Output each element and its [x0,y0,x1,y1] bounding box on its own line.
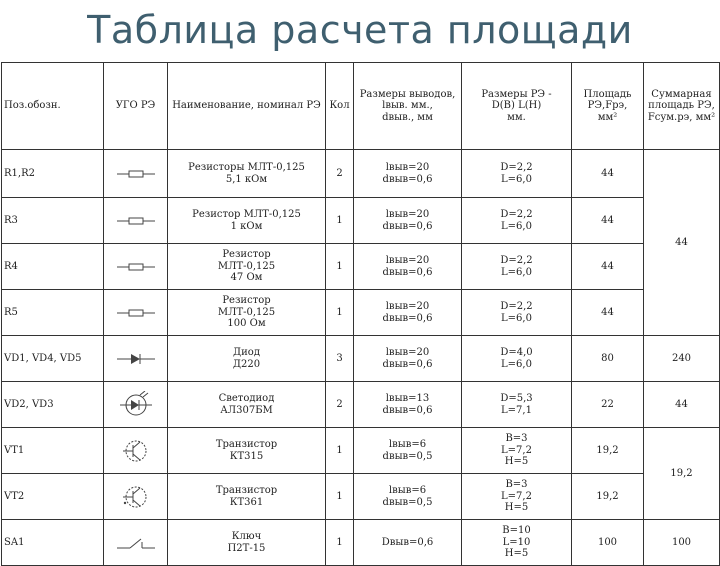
cell-symbol [104,336,168,382]
name-line: КТ315 [229,450,264,462]
dims-line: L=6,0 [501,312,532,324]
name-line: Резистор [222,295,271,307]
cell-lead-dimensions [354,336,462,382]
cell-quantity: 1 [326,290,354,336]
dims-line: D=2,2 [500,301,533,312]
diode-icon [106,352,165,366]
cell-name [168,290,326,336]
header-lead-line: dвыв., мм [382,111,433,123]
cell-lead-dimensions [354,382,462,428]
cell-name [168,244,326,290]
cell-area: 100 [572,520,644,566]
cell-symbol [104,150,168,198]
cell-total-area: 100 [644,520,720,566]
name-line: АЛ307БМ [220,404,273,416]
table-row [2,244,720,290]
dims-line: B=3 [505,479,528,491]
cell-symbol [104,290,168,336]
cell-position: R5 [2,290,104,336]
cell-element-dimensions [462,198,572,244]
header-area-line: Площадь [583,88,632,100]
name-line: Светодиод [218,393,275,404]
header-area-line: РЭ,Fрэ, [587,100,628,112]
lead-line: dвыв=0,6 [382,173,433,185]
cell-area: 19,2 [572,428,644,474]
header-lead-line: lвыв. мм., [382,100,433,112]
cell-position: VT1 [2,428,104,474]
name-line: 100 Ом [227,318,266,330]
cell-element-dimensions [462,290,572,336]
table-row [2,428,720,474]
cell-element-dimensions [462,150,572,198]
dims-line: L=6,0 [501,358,532,370]
name-line: МЛТ-0,125 [217,260,276,272]
name-line: КТ361 [229,496,264,508]
name-line: Д220 [232,358,261,370]
resistor-icon [106,215,165,227]
cell-lead-dimensions [354,198,462,244]
cell-quantity: 1 [326,474,354,520]
resistor-icon [106,168,165,180]
dims-line: D=4,0 [500,347,533,358]
header-name: Наименование, номинал РЭ [168,63,326,150]
cell-symbol [104,520,168,566]
cell-element-dimensions [462,520,572,566]
lead-line: dвыв=0,6 [382,312,433,324]
cell-symbol [104,382,168,428]
lead-line: Dвыв=0,6 [381,536,434,548]
dims-line: L=7,1 [501,404,532,416]
lead-line: dвыв=0,5 [382,496,433,508]
dims-line: B=3 [505,433,528,445]
cell-quantity: 1 [326,244,354,290]
header-quantity: Кол [326,63,354,150]
cell-quantity: 1 [326,520,354,566]
cell-name [168,382,326,428]
cell-quantity: 2 [326,150,354,198]
cell-position: R3 [2,198,104,244]
cell-symbol [104,198,168,244]
cell-position: R1,R2 [2,150,104,198]
area-calculation-table [1,62,720,566]
cell-name [168,428,326,474]
transistor-pnp-icon [106,483,165,511]
lead-line: dвыв=0,5 [382,450,433,462]
lead-line: lвыв=6 [388,485,427,496]
transistor-npn-icon [106,437,165,465]
cell-element-dimensions [462,428,572,474]
cell-area: 44 [572,244,644,290]
table-row [2,474,720,520]
table-header-row [2,63,720,150]
cell-position: VD2, VD3 [2,382,104,428]
cell-lead-dimensions [354,428,462,474]
lead-line: lвыв=6 [388,439,427,450]
table-row [2,382,720,428]
dims-line: H=5 [504,502,529,514]
cell-area: 44 [572,290,644,336]
dims-line: L=7,2 [501,444,532,456]
header-lead-dimensions [354,63,462,150]
lead-line: lвыв=20 [385,209,430,220]
header-area [572,63,644,150]
cell-area: 19,2 [572,474,644,520]
table-row [2,520,720,566]
cell-quantity: 3 [326,336,354,382]
dims-line: L=6,0 [501,220,532,232]
dims-line: L=7,2 [501,490,532,502]
cell-name [168,474,326,520]
cell-lead-dimensions [354,244,462,290]
cell-area: 80 [572,336,644,382]
dims-line: B=10 [502,525,531,537]
cell-element-dimensions [462,244,572,290]
header-position: Поз.обозн. [2,63,104,150]
name-line: Резистор [222,249,271,261]
name-line: 1 кОм [230,220,263,232]
cell-lead-dimensions [354,520,462,566]
cell-quantity: 2 [326,382,354,428]
header-total-area [644,63,720,150]
lead-line: lвыв=20 [385,255,430,266]
dims-line: D=2,2 [500,162,533,173]
header-symbol: УГО РЭ [104,63,168,150]
name-line: Диод [233,347,260,358]
header-element-dimensions [462,63,572,150]
lead-line: lвыв=13 [385,393,430,404]
lead-line: dвыв=0,6 [382,358,433,370]
cell-total-area: 44 [644,150,720,336]
lead-line: lвыв=20 [385,347,430,358]
cell-element-dimensions [462,474,572,520]
header-area-line: мм² [597,111,618,123]
cell-total-area: 44 [644,382,720,428]
lead-line: dвыв=0,6 [382,266,433,278]
cell-total-area: 19,2 [644,428,720,520]
cell-total-area: 240 [644,336,720,382]
cell-position: VT2 [2,474,104,520]
dims-line: H=5 [504,456,529,468]
header-dims-line: D(B) L(H) [491,100,542,112]
lead-line: dвыв=0,6 [382,404,433,416]
header-total-line: Fсум.рэ, мм² [647,111,716,123]
cell-symbol [104,428,168,474]
dims-line: L=10 [502,536,531,548]
header-dims-line: мм. [507,111,526,123]
cell-lead-dimensions [354,290,462,336]
cell-lead-dimensions [354,150,462,198]
dims-line: L=6,0 [501,266,532,278]
name-line: Транзистор [215,439,278,450]
dims-line: L=6,0 [501,173,532,185]
header-dims-line: Размеры РЭ - [481,88,552,100]
name-line: 5,1 кОм [225,173,268,185]
cell-quantity: 1 [326,428,354,474]
cell-name [168,198,326,244]
dims-line: D=2,2 [500,209,533,220]
cell-area: 44 [572,198,644,244]
cell-name [168,520,326,566]
name-line: Резисторы МЛТ-0,125 [188,162,305,173]
name-line: Резистор МЛТ-0,125 [192,209,301,220]
table-row [2,336,720,382]
table-row [2,198,720,244]
name-line: МЛТ-0,125 [217,306,276,318]
resistor-icon [106,307,165,319]
led-icon [106,391,165,419]
header-total-line: площадь РЭ, [648,100,715,112]
lead-line: lвыв=20 [385,301,430,312]
name-line: П2Т-15 [227,542,266,554]
table-row [2,150,720,198]
header-lead-line: Размеры выводов, [359,88,456,100]
cell-symbol [104,474,168,520]
cell-position: SA1 [2,520,104,566]
page-title: Таблица расчета площади [87,8,633,52]
cell-lead-dimensions [354,474,462,520]
lead-line: dвыв=0,6 [382,220,433,232]
name-line: 47 Ом [230,272,263,284]
name-line: Ключ [231,531,262,542]
dims-line: H=5 [504,548,529,560]
cell-area: 44 [572,150,644,198]
cell-name [168,150,326,198]
cell-symbol [104,244,168,290]
cell-position: VD1, VD4, VD5 [2,336,104,382]
cell-element-dimensions [462,336,572,382]
cell-element-dimensions [462,382,572,428]
cell-area: 22 [572,382,644,428]
cell-position: R4 [2,244,104,290]
dims-line: D=2,2 [500,255,533,266]
table-row [2,290,720,336]
cell-name [168,336,326,382]
switch-icon [106,536,165,550]
header-total-line: Суммарная [651,88,712,100]
lead-line: lвыв=20 [385,162,430,173]
name-line: Транзистор [215,485,278,496]
resistor-icon [106,261,165,273]
dims-line: D=5,3 [500,393,533,404]
cell-quantity: 1 [326,198,354,244]
